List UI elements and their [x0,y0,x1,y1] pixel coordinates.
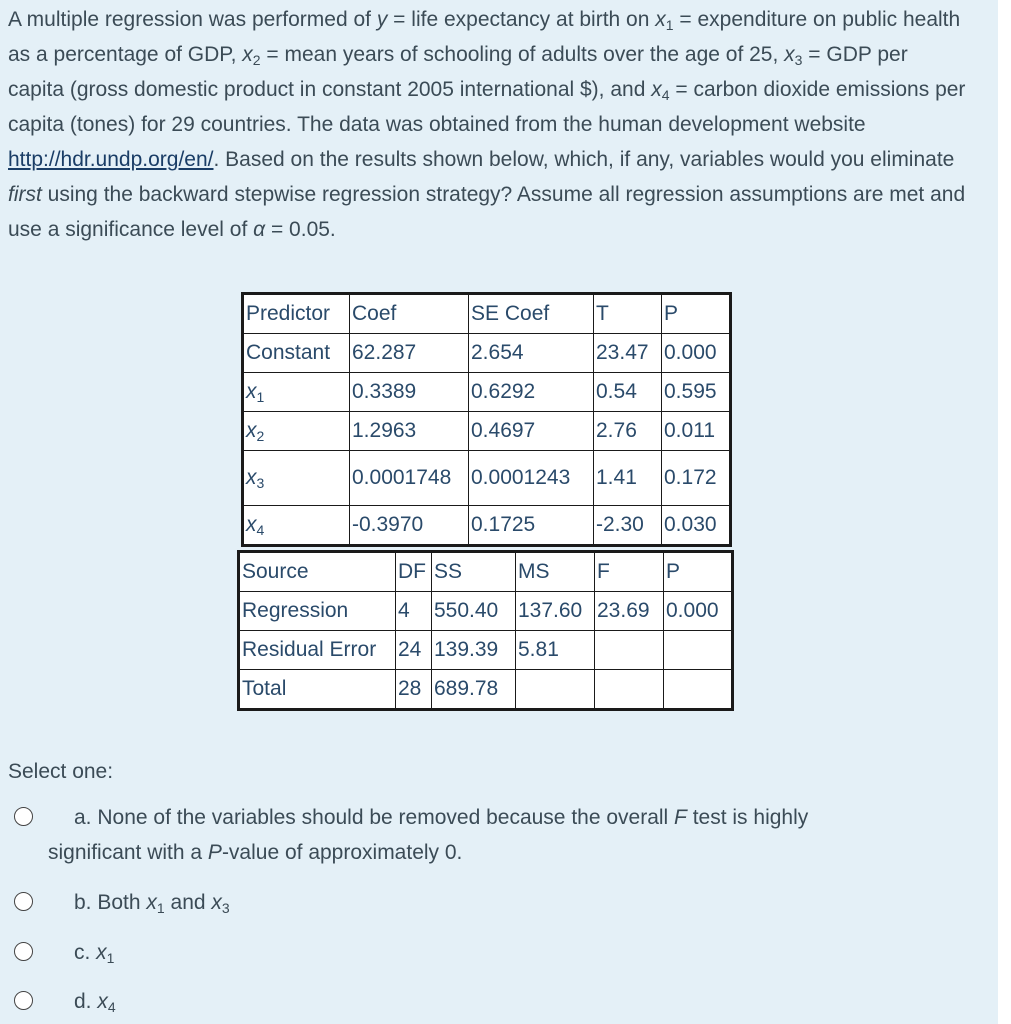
table-cell: 28 [396,670,432,710]
coefficient-table [241,292,732,547]
table-cell: 1.41 [594,451,662,506]
table-cell: 0.172 [662,451,731,506]
radio-button[interactable] [14,991,33,1010]
table-cell: 0.4697 [469,412,594,451]
table-cell: $x_2$ [243,412,350,451]
table-cell [595,670,664,710]
table-row [243,506,731,546]
header-cell: T [594,294,662,334]
header-cell: Coef [350,294,469,334]
option-d-text: d. $x_4$ [74,990,116,1015]
table-cell [595,631,664,670]
table-cell: 23.47 [594,334,662,373]
table-cell: 550.40 [432,592,516,631]
option-a-text: a. None of the variables should be removed because the overall F test is highly [74,806,809,829]
radio-button[interactable] [14,892,33,911]
table-row [243,334,731,373]
header-cell: MS [516,552,595,592]
table-cell: $x_4$ [243,506,350,546]
header-cell: F [595,552,664,592]
table-cell: 0.6292 [469,373,594,412]
header-cell: DF [396,552,432,592]
table-row [243,412,731,451]
header-cell: Source [239,552,396,592]
table-header-row [239,552,733,592]
table-cell: Regression [239,592,396,631]
table-row [239,670,733,710]
table-cell: 2.654 [469,334,594,373]
table-row [239,631,733,670]
table-row [239,592,733,631]
table-cell: 0.595 [662,373,731,412]
table-cell [516,670,595,710]
table-cell: 137.60 [516,592,595,631]
header-cell: SE Coef [469,294,594,334]
table-cell: 0.54 [594,373,662,412]
table-cell: Residual Error [239,631,396,670]
select-one-label: Select one: [8,760,114,783]
table-cell: 0.0001748 [350,451,469,506]
option-c-text: c. $x_1$ [74,941,115,966]
table-cell: $x_3$ [243,451,350,506]
table-cell: 139.39 [432,631,516,670]
radio-button[interactable] [14,807,33,826]
table-row [243,373,731,412]
table-cell [664,631,733,670]
table-cell: 689.78 [432,670,516,710]
table-cell: 5.81 [516,631,595,670]
table-cell: 24 [396,631,432,670]
table-cell: 23.69 [595,592,664,631]
anova-table [237,550,734,711]
table-cell: 1.2963 [350,412,469,451]
hdr-link[interactable]: http://hdr.undp.org/en/ [8,148,214,171]
table-cell: 0.030 [662,506,731,546]
table-cell: 62.287 [350,334,469,373]
option-a-text-cont: significant with a P-value of approximately 0. [48,841,463,864]
table-cell: -2.30 [594,506,662,546]
table-cell [664,670,733,710]
table-cell: 0.3389 [350,373,469,412]
table-cell: 0.1725 [469,506,594,546]
radio-button[interactable] [14,942,33,961]
table-cell: 0.0001243 [469,451,594,506]
table-cell: 2.76 [594,412,662,451]
header-cell: Predictor [243,294,350,334]
table-cell: Total [239,670,396,710]
table-cell: -0.3970 [350,506,469,546]
table-header-row [243,294,731,334]
table-cell: 0.000 [662,334,731,373]
table-cell: 0.000 [664,592,733,631]
table-cell: Constant [243,334,350,373]
table-cell: 4 [396,592,432,631]
header-cell: P [664,552,733,592]
header-cell: P [662,294,731,334]
table-row [243,451,731,506]
header-cell: SS [432,552,516,592]
table-cell: $x_1$ [243,373,350,412]
option-b-text: b. Both $x_1$ and $x_3$ [74,891,230,916]
table-cell: 0.011 [662,412,731,451]
question-text: A multiple regression was performed of y = life expectancy at birth on $x_1$ = expenditure on public health as a percentage of GDP, $x_2$ = mean years of schooling of adults over the age of 25, $x_3$ = GDP per capita (gross domestic product in constant 2005 international $), and $x_4$ = carbon dioxide emissions per capita (tones) for 29 countries. The data was obtained from the human development website http://hdr.undp.org/en/. Based on the results shown below, which, if any, variables would you eliminate first using the backward stepwise regression strategy? Assume all regression assumptions are met and use a significance level of α = 0.05. [8,8,966,241]
